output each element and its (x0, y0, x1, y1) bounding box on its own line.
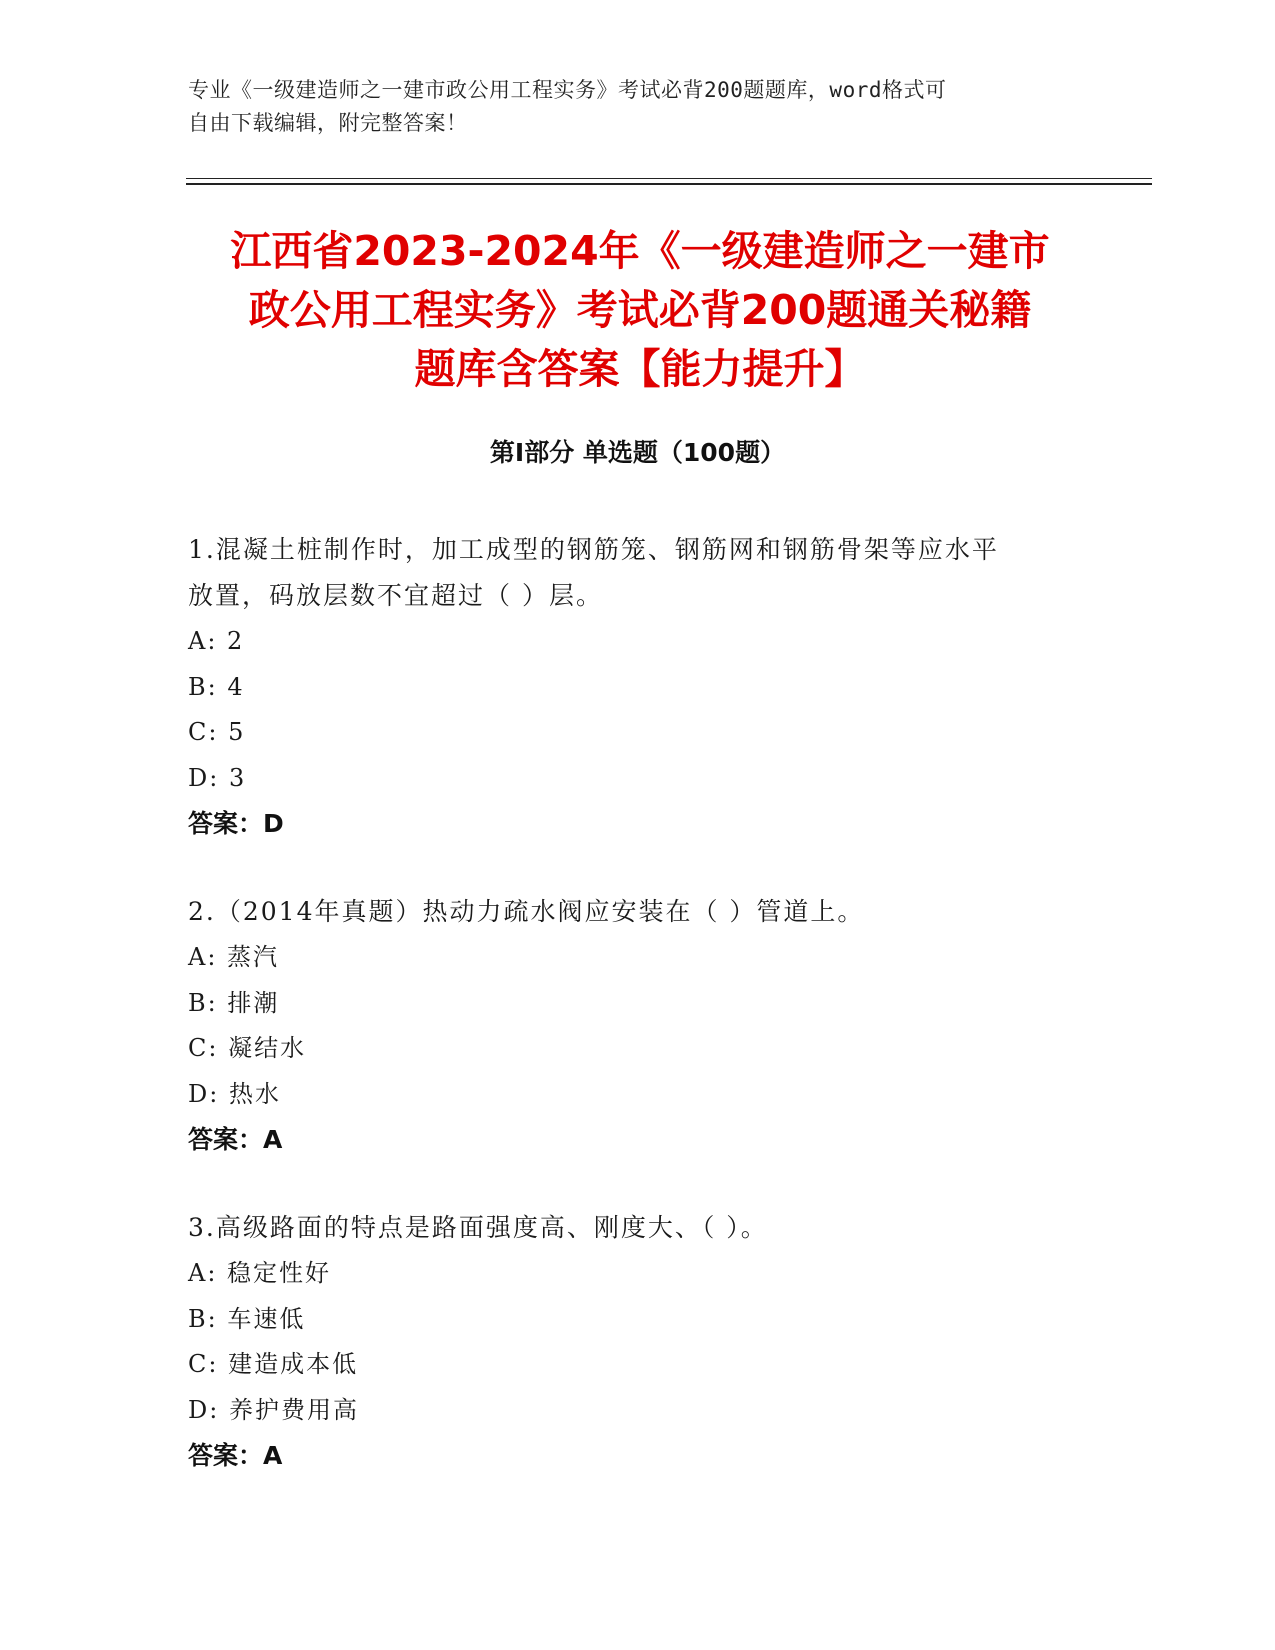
header-divider-thin (186, 178, 1152, 179)
header-divider-thick (186, 183, 1152, 185)
question-stem: 1.混凝土桩制作时，加工成型的钢筋笼、钢筋网和钢筋骨架等应水平 (188, 535, 999, 564)
answer-line: 答案：A (188, 1441, 283, 1470)
document-title (190, 222, 1090, 399)
option-b: B: 4 (188, 672, 245, 701)
header-note (188, 74, 1068, 140)
question-stem: 2.（2014年真题）热动力疏水阀应安装在（ ）管道上。 (188, 897, 865, 926)
question-spacer (188, 1163, 1068, 1205)
title-line: 江西省2023-2024年《一级建造师之一建市 (230, 227, 1050, 275)
question-item (188, 527, 1068, 847)
question-spacer (188, 847, 1068, 889)
question-item (188, 889, 1068, 1163)
title-line: 题库含答案【能力提升】 (414, 345, 866, 393)
option-a: A: 2 (188, 627, 245, 655)
header-note-line: 专业《一级建造师之一建市政公用工程实务》考试必背200题题库，word格式可 (188, 78, 947, 102)
header-note-line: 自由下载编辑，附完整答案！ (188, 111, 468, 135)
option-d: D: 热水 (188, 1079, 281, 1108)
question-list (188, 527, 1068, 1479)
option-a: A: 稳定性好 (188, 1259, 332, 1287)
option-a: A: 蒸汽 (188, 943, 280, 971)
option-b: B: 车速低 (188, 1304, 306, 1333)
question-stem: 3.高级路面的特点是路面强度高、刚度大、（ ）。 (188, 1213, 768, 1242)
option-c: C: 建造成本低 (188, 1350, 359, 1378)
title-line: 政公用工程实务》考试必背200题通关秘籍 (248, 286, 1032, 334)
answer-line: 答案：A (188, 1125, 283, 1154)
answer-line: 答案：D (188, 809, 284, 838)
question-item (188, 1205, 1068, 1479)
question-stem: 放置，码放层数不宜超过（ ）层。 (188, 581, 603, 610)
option-c: C: 5 (188, 718, 246, 746)
option-c: C: 凝结水 (188, 1034, 307, 1062)
option-b: B: 排潮 (188, 988, 280, 1017)
option-d: D: 3 (188, 763, 247, 792)
section-heading: 第Ⅰ部分 单选题（100题） (489, 438, 786, 467)
option-d: D: 养护费用高 (188, 1395, 359, 1424)
